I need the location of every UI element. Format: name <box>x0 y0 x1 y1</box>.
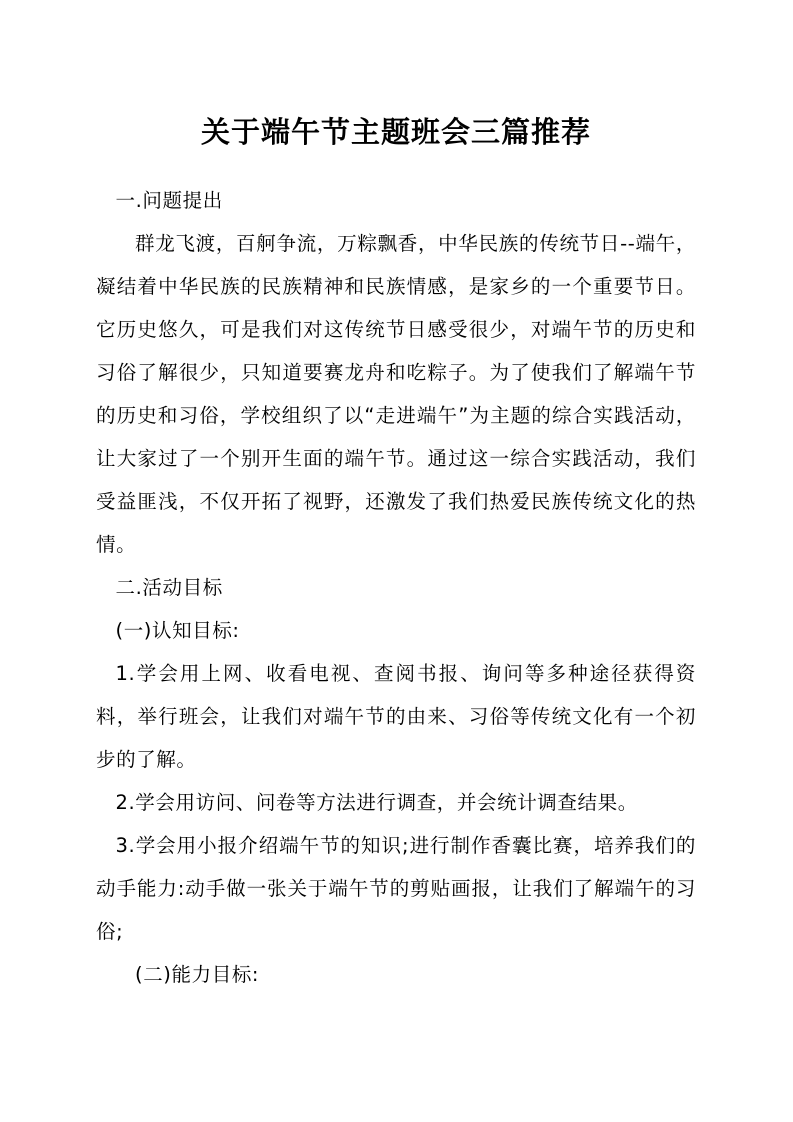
paragraph-intro: 群龙飞渡，百舸争流，万粽飘香，中华民族的传统节日--端午，凝结着中华民族的民族精神和民族情感，是家乡的一个重要节日。它历史悠久，可是我们对这传统节日感受很少，对端午节的历史和习俗了解很少，只知道要赛龙舟和吃粽子。为了使我们了解端午节的历史和习俗，学校组织了以“走进端午”为主题的综合实践活动，让大家过了一个别开生面的端午节。通过这一综合实践活动，我们受益匪浅，不仅开拓了视野，还激发了我们热爱民族传统文化的热情。 <box>96 231 696 556</box>
document-content <box>96 96 696 996</box>
section-heading-goals: 二.活动目标 <box>115 575 223 599</box>
list-item-goal-3: 3.学会用小报介绍端午节的知识;进行制作香囊比赛，培养我们的动手能力:动手做一张关于端午节的剪贴画报，让我们了解端午的习俗; <box>96 833 696 943</box>
page-title: 关于端午节主题班会三篇推荐 <box>200 115 591 149</box>
subsection-ability-goals: (二)能力目标: <box>135 962 260 986</box>
list-item-goal-2: 2.学会用访问、问卷等方法进行调查，并会统计调查结果。 <box>115 790 638 814</box>
section-heading-problem: 一.问题提出 <box>115 188 223 212</box>
list-item-goal-1: 1.学会用上网、收看电视、查阅书报、询问等多种途径获得资料，举行班会，让我们对端午节的由来、习俗等传统文化有一个初步的了解。 <box>96 661 696 771</box>
subsection-cognitive-goals: (一)认知目标: <box>115 618 240 642</box>
